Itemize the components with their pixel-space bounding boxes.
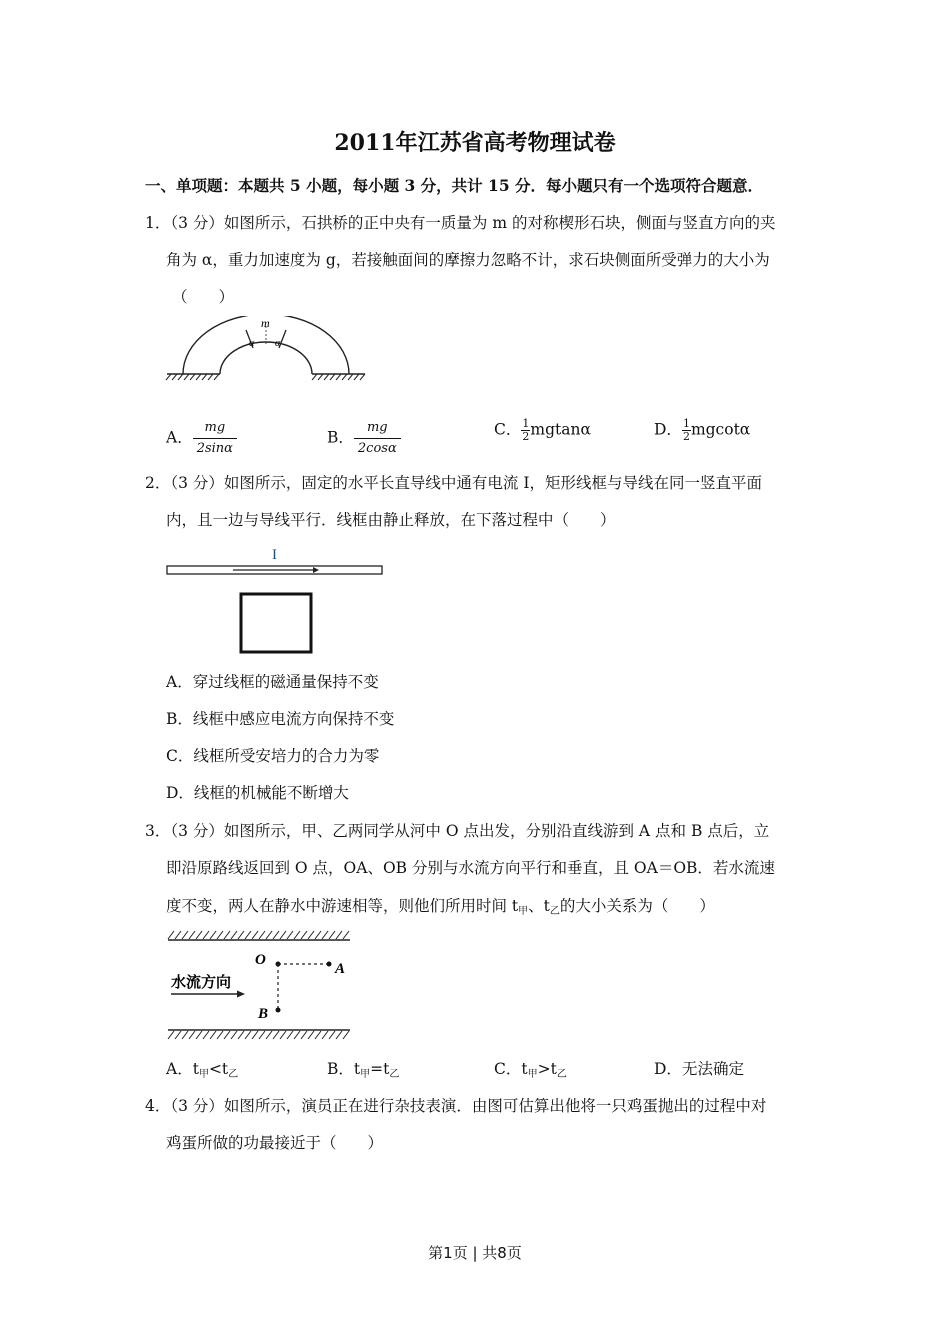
label-alpha-left: α [249, 338, 255, 349]
q1-option-a[interactable]: A． $\frac{mg}{2\sin\alpha}$ [166, 418, 237, 459]
label-flow-direction: 水流方向 [171, 975, 232, 991]
q2-option-d[interactable]: D．线框的机械能不断增大 [166, 784, 349, 802]
label-B: B [258, 1006, 269, 1022]
page-title: 2011年江苏省高考物理试卷 [334, 130, 616, 156]
q3-option-d[interactable]: D．无法确定 [654, 1060, 744, 1078]
q2-option-c[interactable]: C．线框所受安培力的合力为零 [166, 747, 380, 765]
label-O: O [255, 952, 266, 968]
section-heading: 一、单项题：本题共 5 小题，每小题 3 分，共计 15 分．每小题只有一个选项符合题意． [145, 176, 764, 195]
q4-line-1: 4．（3 分）如图所示，演员正在进行杂技表演．由图可估算出他将一只鸡蛋抛出的过程中对 [145, 1097, 767, 1115]
wire-loop-figure [163, 544, 388, 658]
q3-line-2: 即沿原路线返回到 O 点，OA、OB 分别与水流方向平行和垂直，且 OA＝OB．若水流速 [166, 859, 775, 877]
q1-option-b[interactable]: B． $\frac{mg}{2\cos\alpha}$ [327, 418, 401, 459]
q3-option-b[interactable]: B．$t_甲=t_乙$ [327, 1060, 400, 1080]
q1-option-c[interactable]: C． $\frac{1}{2}$ mgtanα [494, 417, 591, 443]
label-current: I [272, 547, 277, 563]
arch-bridge-figure [165, 316, 370, 386]
q3-line-1: 3．（3 分）如图所示，甲、乙两同学从河中 O 点出发，分别沿直线游到 A 点和 B 点后，立 [145, 822, 770, 840]
label-alpha-right: α [275, 338, 281, 349]
q1-line-2: 角为 α，重力加速度为 g，若接触面间的摩擦力忽略不计，求石块侧面所受弹力的大小为 [166, 251, 770, 269]
q3-line-3: 度不变，两人在静水中游速相等，则他们所用时间 $t_甲$、$t_乙$的大小关系为（ ） [166, 897, 715, 917]
q4-line-2: 鸡蛋所做的功最接近于（ ） [166, 1134, 384, 1152]
q2-line-1: 2．（3 分）如图所示，固定的水平长直导线中通有电流 I，矩形线框与导线在同一竖直平面 [145, 474, 762, 492]
q2-option-b[interactable]: B．线框中感应电流方向保持不变 [166, 710, 395, 728]
q3-option-a[interactable]: A．$t_甲<t_乙$ [166, 1060, 239, 1080]
q1-line-3: （ ） [172, 288, 235, 306]
q3-option-c[interactable]: C．$t_甲>t_乙$ [494, 1060, 567, 1080]
q2-line-2: 内，且一边与导线平行．线框由静止释放，在下落过程中（ ） [166, 511, 616, 529]
q1-line-1: 1．（3 分）如图所示，石拱桥的正中央有一质量为 m 的对称楔形石块，侧面与竖直方向的夹 [145, 214, 776, 232]
q1-option-d[interactable]: D． $\frac{1}{2}$ mgcotα [654, 417, 751, 443]
page-footer: 第1页 | 共8页 [428, 1244, 522, 1262]
q2-option-a[interactable]: A．穿过线框的磁通量保持不变 [166, 673, 379, 691]
label-A: A [335, 961, 346, 977]
label-m: m [261, 316, 270, 330]
river-figure [165, 926, 355, 1046]
